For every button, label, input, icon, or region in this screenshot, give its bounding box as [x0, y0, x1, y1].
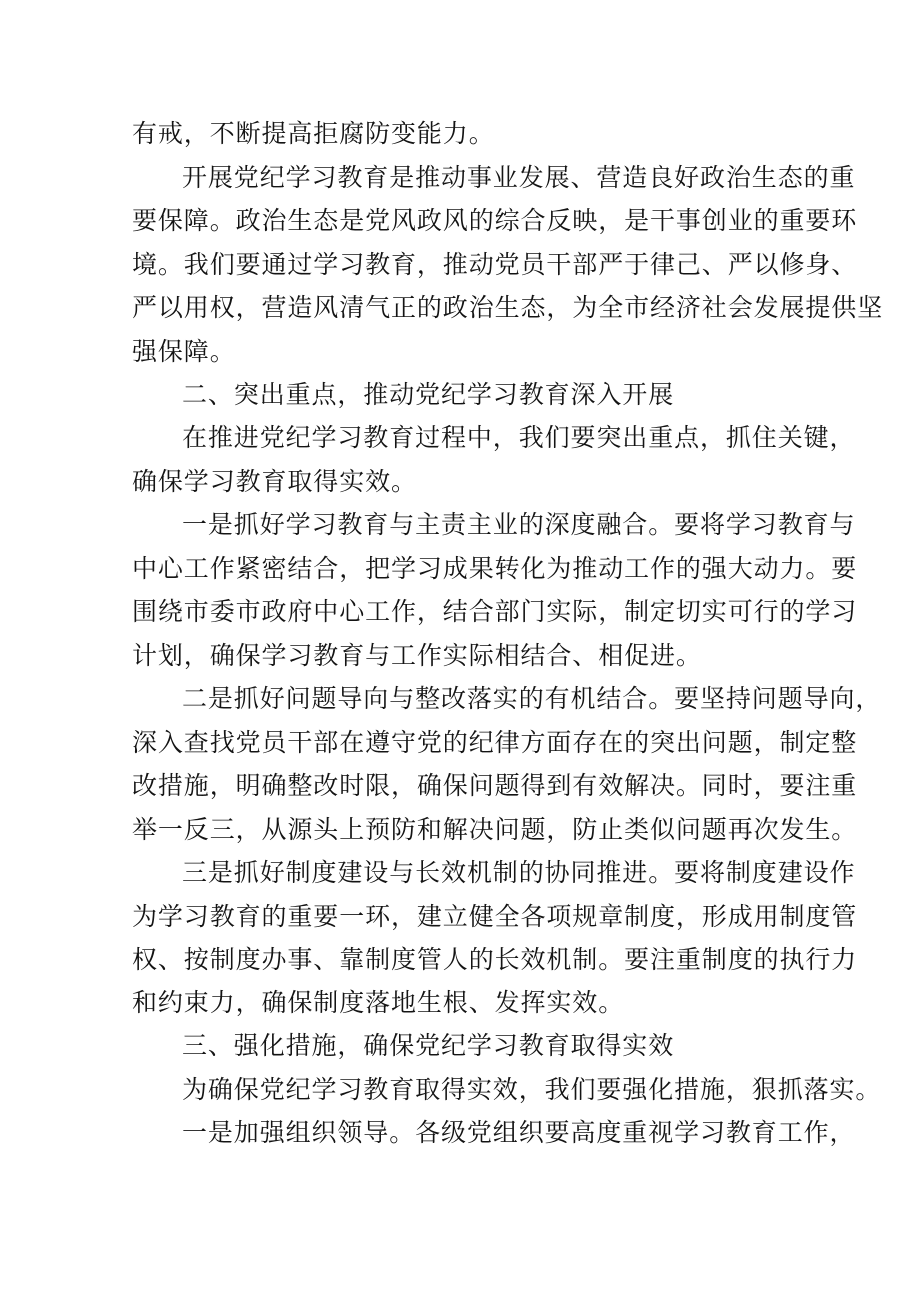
text-line: 中心工作紧密结合，把学习成果转化为推动工作的强大动力。要 — [132, 554, 858, 583]
text-line: 强保障。 — [132, 337, 236, 366]
paragraph-first-line: 在推进党纪学习教育过程中，我们要突出重点，抓住关键， — [182, 423, 856, 452]
text-line: 计划，确保学习教育与工作实际相结合、相促进。 — [132, 641, 702, 670]
text-line: 权、按制度办事、靠制度管人的长效机制。要注重制度的执行力 — [132, 945, 858, 974]
text-line: 深入查找党员干部在遵守党的纪律方面存在的突出问题，制定整 — [132, 728, 858, 757]
paragraph-first-line: 为确保党纪学习教育取得实效，我们要强化措施，狠抓落实。 — [182, 1075, 882, 1104]
text-line: 有戒，不断提高拒腐防变能力。 — [132, 119, 495, 148]
section-heading: 三、强化措施，确保党纪学习教育取得实效 — [182, 1031, 675, 1060]
paragraph-first-line: 一是加强组织领导。各级党组织要高度重视学习教育工作， — [182, 1118, 856, 1147]
text-line: 境。我们要通过学习教育，推动党员干部严于律己、严以修身、 — [132, 250, 858, 279]
text-line: 举一反三，从源头上预防和解决问题，防止类似问题再次发生。 — [132, 815, 858, 844]
text-line: 要保障。政治生态是党风政风的综合反映，是干事创业的重要环 — [132, 206, 858, 235]
text-line: 严以用权，营造风清气正的政治生态，为全市经济社会发展提供坚 — [132, 293, 884, 322]
paragraph-first-line: 二是抓好问题导向与整改落实的有机结合。要坚持问题导向， — [182, 684, 882, 713]
text-line: 确保学习教育取得实效。 — [132, 467, 417, 496]
text-line: 为学习教育的重要一环，建立健全各项规章制度，形成用制度管 — [132, 902, 858, 931]
paragraph-first-line: 开展党纪学习教育是推动事业发展、营造良好政治生态的重 — [182, 163, 856, 192]
paragraph-first-line: 一是抓好学习教育与主责主业的深度融合。要将学习教育与 — [182, 510, 856, 539]
section-heading: 二、突出重点，推动党纪学习教育深入开展 — [182, 380, 675, 409]
text-line: 和约束力，确保制度落地生根、发挥实效。 — [132, 988, 625, 1017]
text-line: 改措施，明确整改时限，确保问题得到有效解决。同时，要注重 — [132, 771, 858, 800]
text-line: 围绕市委市政府中心工作，结合部门实际，制定切实可行的学习 — [132, 597, 858, 626]
paragraph-first-line: 三是抓好制度建设与长效机制的协同推进。要将制度建设作 — [182, 858, 856, 887]
